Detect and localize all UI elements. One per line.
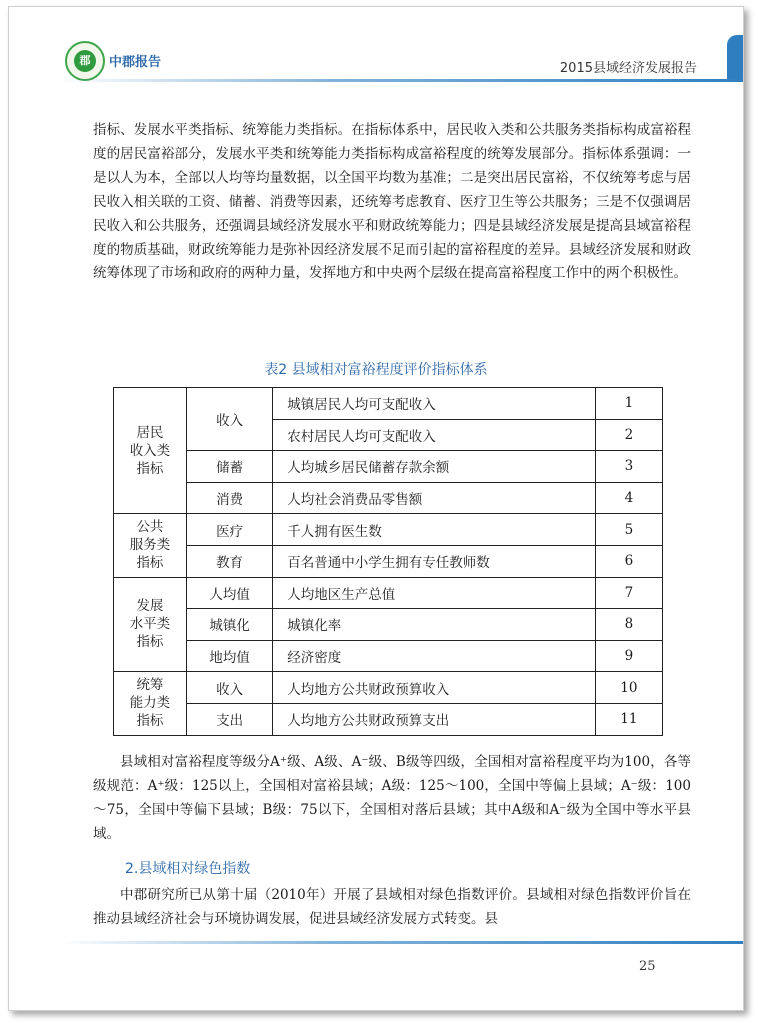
subcategory-cell: 地均值 xyxy=(186,640,272,672)
subcategory-cell: 收入 xyxy=(186,388,272,451)
table-caption: 表2 县域相对富裕程度评价指标体系 xyxy=(264,362,488,378)
table-row xyxy=(114,482,663,514)
table-row xyxy=(114,451,663,483)
table-row xyxy=(114,545,663,577)
logo-mark: 郡 xyxy=(74,50,96,72)
brand-name: 中郡报告 xyxy=(109,55,162,70)
body-paragraph: 中郡研究所已从第十届（2010年）开展了县域相对绿色指数评价。县域相对绿色指数评价旨在推动县域经济社会与环境协调发展，促进县域经济发展方式转变。县 xyxy=(93,887,691,927)
section-heading: 2.县域相对绿色指数 xyxy=(125,861,251,877)
subcategory-cell: 人均值 xyxy=(186,577,272,609)
indicator-cell: 城镇居民人均可支配收入 xyxy=(273,388,595,420)
subcategory-cell: 储蓄 xyxy=(186,451,272,483)
indicator-cell: 人均地区生产总值 xyxy=(273,577,595,609)
indicator-number-cell: 10 xyxy=(595,672,662,704)
page-number: 25 xyxy=(639,959,656,974)
indicator-cell: 农村居民人均可支配收入 xyxy=(273,419,595,451)
table-row xyxy=(114,640,663,672)
table-row xyxy=(114,514,663,546)
indicator-number-cell: 11 xyxy=(595,703,662,735)
category-line: 指标 xyxy=(136,713,164,730)
table-row xyxy=(114,388,663,420)
indicator-number-cell: 8 xyxy=(595,609,662,641)
footer-divider xyxy=(57,941,744,944)
indicator-cell: 人均社会消费品零售额 xyxy=(273,482,595,514)
report-title: 2015县域经济发展报告 xyxy=(559,61,697,76)
indicator-cell: 百名普通中小学生拥有专任教师数 xyxy=(273,545,595,577)
indicator-cell: 千人拥有医生数 xyxy=(273,514,595,546)
table-row xyxy=(114,672,663,704)
category-cell xyxy=(114,577,187,672)
category-line: 发展 xyxy=(136,598,164,615)
subcategory-cell: 收入 xyxy=(186,672,272,704)
indicator-number-cell: 2 xyxy=(595,419,662,451)
category-line: 能力类 xyxy=(129,695,171,712)
header-divider xyxy=(57,79,744,82)
logo xyxy=(65,41,105,81)
indicator-table xyxy=(113,387,663,736)
report-page xyxy=(8,6,744,1011)
category-line: 公共 xyxy=(136,519,164,536)
subcategory-cell: 城镇化 xyxy=(186,609,272,641)
indicator-number-cell: 5 xyxy=(595,514,662,546)
category-line: 统筹 xyxy=(136,677,164,694)
indicator-number-cell: 7 xyxy=(595,577,662,609)
corner-tab xyxy=(727,35,744,79)
indicator-cell: 城镇化率 xyxy=(273,609,595,641)
indicator-number-cell: 6 xyxy=(595,545,662,577)
category-line: 收入类 xyxy=(129,442,171,459)
category-line: 服务类 xyxy=(129,537,171,554)
subcategory-cell: 消费 xyxy=(186,482,272,514)
indicator-number-cell: 4 xyxy=(595,482,662,514)
subcategory-cell: 医疗 xyxy=(186,514,272,546)
body-paragraph: 指标、发展水平类指标、统筹能力类指标。在指标体系中，居民收入类和公共服务类指标构成富裕程度的居民富裕部分，发展水平类和统筹能力类指标构成富裕程度的统筹发展部分。指标体系强调：一是以人为本，全部以人均等均量数据，以全国平均数为基准；二是突出居民富裕，不仅统筹考虑与居民收入相关联的工资、储蓄、消费等因素，还统筹考虑教育、医疗卫生等公共服务；三是不仅强调居民收入和公共服务，还强调县域经济发展水平和财政统筹能力；四是县域经济发展是提高县域富裕程度的物质基础，财政统筹能力是弥补因经济发展不足而引起的富裕程度的差异。县域经济发展和财政统筹体现了市场和政府的两种力量，发挥地方和中央两个层级在提高富裕程度工作中的两个积极性。 xyxy=(93,122,691,282)
category-cell xyxy=(114,672,187,735)
subcategory-cell: 支出 xyxy=(186,703,272,735)
category-line: 指标 xyxy=(136,555,164,572)
indicator-number-cell: 3 xyxy=(595,451,662,483)
body-paragraph: 县域相对富裕程度等级分A⁺级、A级、A⁻级、B级等四级，全国相对富裕程度平均为100，各等级规范：A⁺级：125以上，全国相对富裕县域；A级：125～100，全国中等偏上县域；A⁻级：100～75，全国中等偏下县域；B级：75以下，全国相对落后县域；其中A级和A⁻级为全国中等水平县域。 xyxy=(93,754,691,842)
category-cell xyxy=(114,514,187,577)
category-line: 指标 xyxy=(136,634,164,651)
table-row xyxy=(114,577,663,609)
category-line: 居民 xyxy=(136,424,164,441)
indicator-cell: 人均地方公共财政预算支出 xyxy=(273,703,595,735)
table-row xyxy=(114,703,663,735)
indicator-number-cell: 1 xyxy=(595,388,662,420)
indicator-cell: 人均地方公共财政预算收入 xyxy=(273,672,595,704)
subcategory-cell: 教育 xyxy=(186,545,272,577)
indicator-cell: 经济密度 xyxy=(273,640,595,672)
table-row xyxy=(114,609,663,641)
indicator-cell: 人均城乡居民储蓄存款余额 xyxy=(273,451,595,483)
category-line: 水平类 xyxy=(129,616,171,633)
category-cell xyxy=(114,388,187,514)
indicator-number-cell: 9 xyxy=(595,640,662,672)
category-line: 指标 xyxy=(136,460,164,477)
